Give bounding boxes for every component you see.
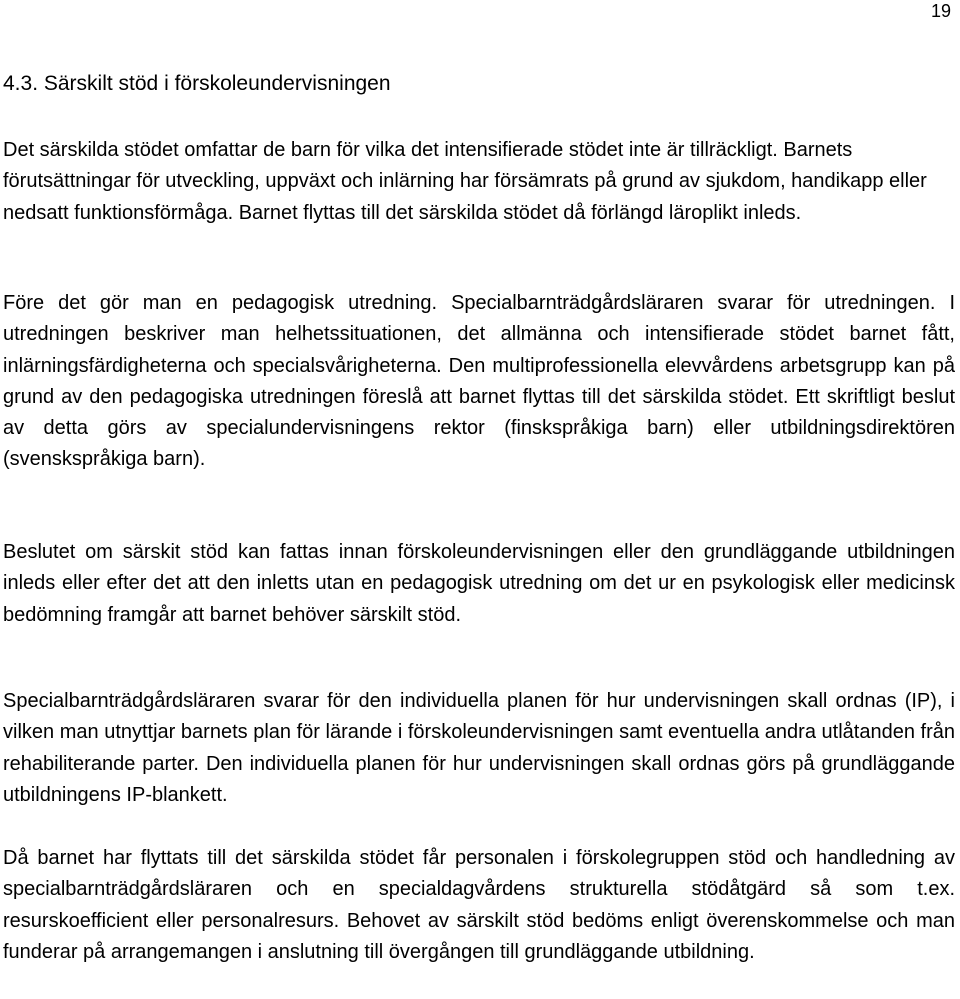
paragraph-group-support: Då barnet har flyttats till det särskilda stödet får personalen i förskolegruppen stöd och handledning av specialbarnträdgårdsläraren och en specialdagvårdens strukturella stödåtgärd så som t.ex. resurskoefficient eller personalresurs. Behovet av särskilt stöd bedöms enligt överenskommelse och man funderar på arrangemangen i anslutning till övergången till grundläggande utbildning. xyxy=(3,847,955,963)
paragraph-individual-plan: Specialbarnträdgårdsläraren svarar för den individuella planen för hur undervisningen skall ordnas (IP), i vilken man utnyttjar barnets plan för lärande i förskoleundervisningen samt eventuella andra utlåtanden från rehabiliterande parter. Den individuella planen för hur undervisningen skall ordnas görs på grundläggande utbildningens IP-blankett. xyxy=(3,690,955,806)
section-heading: 4.3. Särskilt stöd i förskoleundervisningen xyxy=(3,72,391,95)
page-number: 19 xyxy=(930,1,951,21)
paragraph-decision-without-assessment: Beslutet om särskit stöd kan fattas innan förskoleundervisningen eller den grundläggande utbildningen inleds eller efter det att den inletts utan en pedagogisk utredning om det ur en psykologisk eller medicinsk bedömning framgår att barnet behöver särskilt stöd. xyxy=(3,541,955,626)
paragraph-pedagogical-assessment: Före det gör man en pedagogisk utredning. Specialbarnträdgårdsläraren svarar för utredningen. I utredningen beskriver man helhetssituationen, det allmänna och intensifierade stödet barnet fått, inlärningsfärdigheterna och specialsvårigheterna. Den multiprofessionella elevvårdens arbetsgrupp kan på grund av den pedagogiska utredningen föreslå att barnet flyttas till det särskilda stödet. Ett skriftligt beslut av detta görs av specialundervisningens rektor (finskspråkiga barn) eller utbildningsdirektören (svenskspråkiga barn). xyxy=(3,292,955,471)
paragraph-special-support-scope: Det särskilda stödet omfattar de barn för vilka det intensifierade stödet inte är tillräckligt. Barnets förutsättningar för utveckling, uppväxt och inlärning har försämrats på grund av sjukdom, handikapp eller nedsatt funktionsförmåga. Barnet flyttas till det särskilda stödet då förlängd läroplikt inleds. xyxy=(3,139,927,224)
